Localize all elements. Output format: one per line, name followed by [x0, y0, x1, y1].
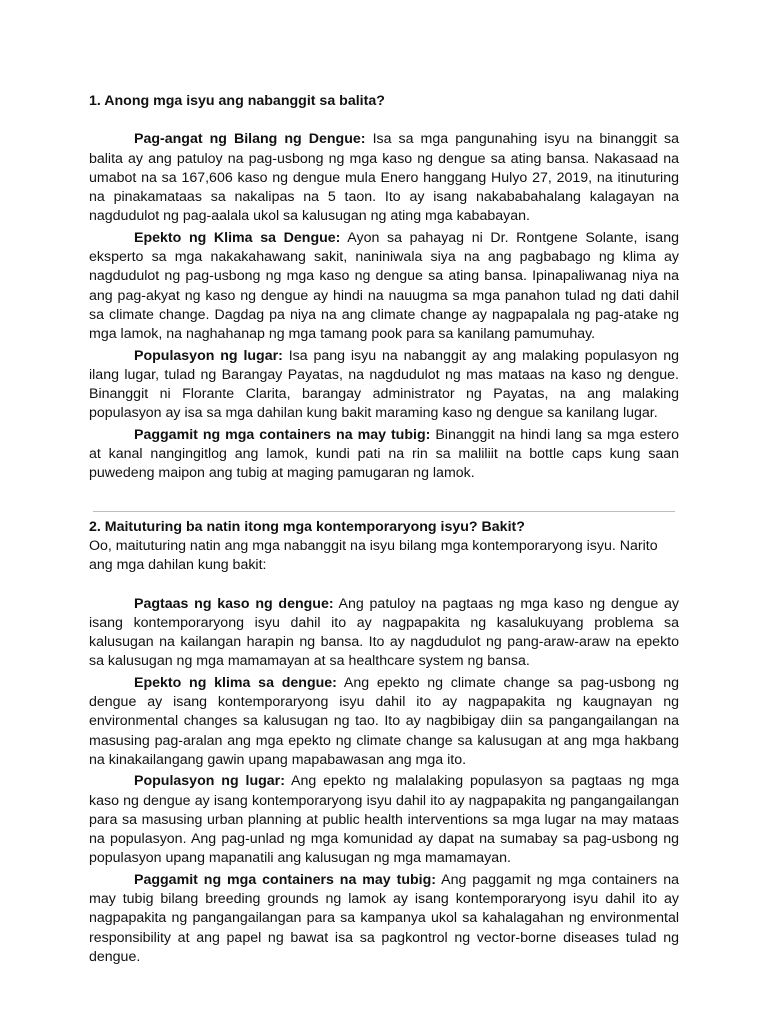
paragraph-title: Paggamit ng mga containers na may tubig:	[134, 426, 431, 443]
section-2	[89, 518, 679, 968]
section-1-paragraph	[89, 347, 679, 424]
section-divider	[93, 511, 675, 512]
paragraph-title: Pag-angat ng Bilang ng Dengue:	[134, 131, 366, 148]
section-1-paragraph	[89, 229, 679, 345]
section-2-paragraph	[89, 772, 679, 868]
section-1-paragraph	[89, 130, 679, 226]
paragraph-title: Pagtaas ng kaso ng dengue:	[134, 595, 334, 612]
section-2-paragraph	[89, 595, 679, 672]
section-1-paragraph	[89, 426, 679, 484]
paragraph-title: Paggamit ng mga containers na may tubig:	[134, 871, 436, 888]
paragraph-text: Isa pang isyu na nabanggit ay ang malaking populasyon ng ilang lugar, tulad ng Barangay Payatas, na nagdudulot ng mas mataas na kaso ng dengue. Binanggit ni Florante Clarita, barangay administrator ng Payatas, na ang malaking populasyon ay isa sa mga dahilan kung bakit maraming kaso ng dengue sa kanilang lugar.	[89, 347, 679, 422]
section-2-paragraph	[89, 674, 679, 770]
section-1	[89, 92, 679, 484]
paragraph-text: Ang epekto ng malalaking populasyon sa pagtaas ng mga kaso ng dengue ay isang kontemporaryong isyu dahil ito ay nagpapakita ng pangangailangan para sa masusing urban planning at public health interventions sa mga lugar na may mataas na populasyon. Ang pag-unlad ng mga komunidad ay dapat na sumabay sa pag-usbong ng populasyon upang mapanatili ang kalusugan ng mga mamamayan.	[89, 773, 679, 867]
paragraph-text: Ang epekto ng climate change sa pag-usbong ng dengue ay isang kontemporaryong isyu dahil ito ay nagpapakita ng kaugnayan ng environmental changes sa kalusugan ng tao. Ito ay nagbibigay diin sa pangangailangan na masusing pag-aralan ang mga epekto ng climate change sa kalusugan at ang mga hakbang na kinakailangang gawin upang mapabawasan ang mga ito.	[89, 674, 680, 768]
paragraph-text: Ang patuloy na pagtaas ng mga kaso ng dengue ay isang kontemporaryong isyu dahil ito ay nagpapakita ng kasalukuyang problema sa kalusugan na kailangan harapin ng bansa. Ito ay nagdudulot ng pang-araw-araw na epekto sa kalusugan ng mga mamamayan at sa healthcare system ng bansa.	[89, 595, 679, 670]
paragraph-text: Ang paggamit ng mga containers na may tubig bilang breeding grounds ng lamok ay isang kontemporaryong isyu dahil ito ay nagpapakita ng pangangailangan para sa kampanya ukol sa kahalagahan ng environmental responsibility at ang papel ng bawat isa sa pagkontrol ng vector-borne diseases tulad ng dengue.	[89, 871, 679, 965]
paragraph-title: Epekto ng Klima sa Dengue:	[134, 229, 341, 246]
paragraph-text: Binanggit na hindi lang sa mga estero at kanal nangingitlog ang lamok, kundi pati na rin sa maliliit na bottle caps kung saan puwedeng maipon ang tubig at maging pamugaran ng lamok.	[89, 426, 679, 482]
paragraph-text: Isa sa mga pangunahing isyu na binanggit sa balita ay ang patuloy na pag-usbong ng mga kaso ng dengue sa ating bansa. Nakasaad na umabot na sa 167,606 kaso ng dengue mula Enero hanggang Hulyo 27, 2019, na itinuturing na pinakamataas sa nakalipas na 5 taon. Ito ay isang nakababahalang kalagayan na nagdudulot ng pag-aalala ukol sa kalusugan ng ating mga kababayan.	[89, 131, 679, 225]
section-2-heading: 2. Maituturing ba natin itong mga kontemporaryong isyu? Bakit?	[89, 518, 525, 535]
section-2-intro: Oo, maituturing natin ang mga nabanggit na isyu bilang mga kontemporaryong isyu. Narito ang mga dahilan kung bakit:	[89, 537, 658, 574]
section-2-paragraph	[89, 871, 679, 967]
paragraph-text: Ayon sa pahayag ni Dr. Rontgene Solante, isang eksperto sa mga nakakahawang sakit, naniniwala siya na ang pagbabago ng klima ay nagdudulot ng pag-usbong ng mga kaso ng dengue sa ating bansa. Ipinapaliwanag niya na ang pag-akyat ng kaso ng dengue ay hindi na nauugma sa mga panahon tulad ng dati dahil sa climate change. Dagdag pa niya na ang climate change ay nagpapalala ng pag-atake ng mga lamok, na naghahanap ng mga tamang pook para sa kanilang pamumuhay.	[89, 229, 679, 343]
paragraph-title: Populasyon ng lugar:	[134, 347, 283, 364]
paragraph-title: Epekto ng klima sa dengue:	[134, 674, 337, 691]
paragraph-title: Populasyon ng lugar:	[134, 773, 285, 790]
section-1-heading: 1. Anong mga isyu ang nabanggit sa balita?	[89, 93, 385, 109]
